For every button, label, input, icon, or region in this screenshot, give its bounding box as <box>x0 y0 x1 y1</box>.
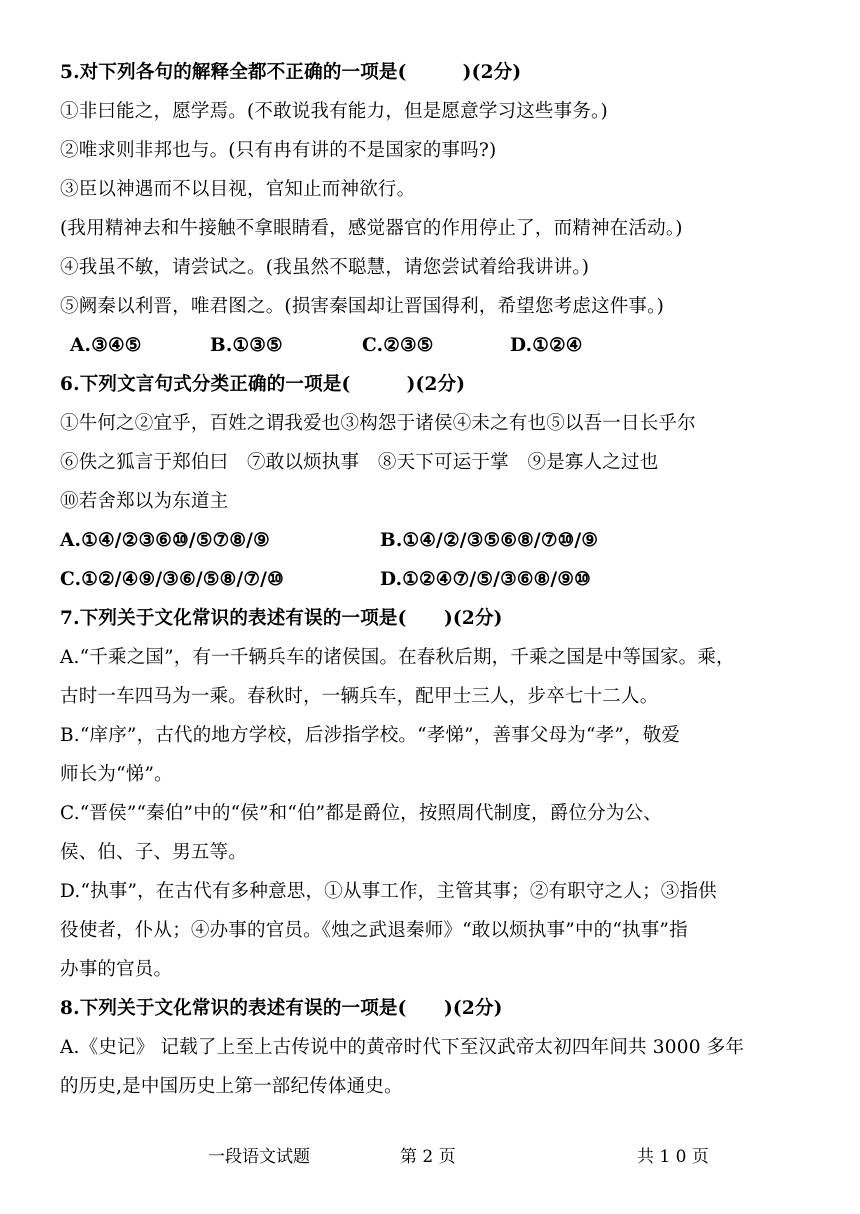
q6-option-d: D.①②④⑦/⑤/③⑥⑧/⑨⑩ <box>380 569 591 590</box>
q5-option-b: B.①③⑤ <box>210 335 283 356</box>
q7-line-1: A.“千乘之国”，有一千辆兵车的诸侯国。在春秋后期，千乘之国是中等国家。乘， <box>60 647 735 668</box>
footer-exam-title: 一段语文试题 <box>208 1147 310 1167</box>
footer-page-number: 第 2 页 <box>400 1147 456 1167</box>
q7-line-3: B.“庠序”，古代的地方学校，后涉指学校。“孝悌”，善事父母为“孝”，敬爱 <box>60 725 681 746</box>
q7-stem: 7.下列关于文化常识的表述有误的一项是( )(2分) <box>60 608 503 629</box>
q5-item-1: ①非曰能之，愿学焉。(不敢说我有能力，但是愿意学习这些事务。) <box>60 101 608 122</box>
q8-line-2: 的历史,是中国历史上第一部纪传体通史。 <box>60 1076 403 1097</box>
q7-line-8: 役使者，仆从；④办事的官员。《烛之武退秦师》“敢以烦执事”中的“执事”指 <box>60 920 688 941</box>
q7-line-2: 古时一车四马为一乘。春秋时，一辆兵车，配甲士三人，步卒七十二人。 <box>60 686 659 707</box>
q5-stem: 5.对下列各句的解释全都不正确的一项是( )(2分) <box>60 62 522 83</box>
q5-option-a: A.③④⑤ <box>70 335 142 356</box>
q6-items-row-1: ①牛何之②宜乎，百姓之谓我爱也③构怨于诸侯④未之有也⑤以吾一日长乎尔 <box>60 413 696 434</box>
q7-line-6: 侯、伯、子、男五等。 <box>60 842 248 863</box>
q6-option-c: C.①②/④⑨/③⑥/⑤⑧/⑦/⑩ <box>60 569 284 590</box>
q6-option-a: A.①④/②③⑥⑩/⑤⑦⑧/⑨ <box>60 530 270 551</box>
q6-items-row-3: ⑩若舍郑以为东道主 <box>60 491 229 512</box>
footer-page-total: 共 1 0 页 <box>637 1147 709 1167</box>
q7-line-7: D.“执事”，在古代有多种意思，①从事工作，主管其事；②有职守之人；③指供 <box>60 881 717 902</box>
q7-line-5: C.“晋侯”“秦伯”中的“侯”和“伯”都是爵位，按照周代制度，爵位分为公、 <box>60 803 662 824</box>
q8-line-1: A.《史记》 记载了上至上古传说中的黄帝时代下至汉武帝太初四年间共 3000 多年 <box>60 1037 745 1058</box>
q5-item-2: ②唯求则非邦也与。(只有冉有讲的不是国家的事吗?) <box>60 140 497 161</box>
q6-items-row-2: ⑥佚之狐言于郑伯曰 ⑦敢以烦执事 ⑧天下可运于掌 ⑨是寡人之过也 <box>60 452 659 473</box>
q5-option-c: C.②③⑤ <box>362 335 434 356</box>
q5-item-4: ④我虽不敏，请尝试之。(我虽然不聪慧，请您尝试着给我讲讲。) <box>60 257 590 278</box>
q7-line-4: 师长为“悌”。 <box>60 764 173 785</box>
q6-option-b: B.①④/②/③⑤⑥⑧/⑦⑩/⑨ <box>380 530 599 551</box>
q5-option-d: D.①②④ <box>510 335 583 356</box>
q5-item-3: ③臣以神遇而不以目视，官知止而神欲行。 <box>60 179 416 200</box>
q5-item-5: ⑤阙秦以利晋，唯君图之。(损害秦国却让晋国得利，希望您考虑这件事。) <box>60 296 664 317</box>
q7-line-9: 办事的官员。 <box>60 959 173 980</box>
q6-stem: 6.下列文言句式分类正确的一项是( )(2分) <box>60 374 466 395</box>
q8-stem: 8.下列关于文化常识的表述有误的一项是( )(2分) <box>60 998 503 1019</box>
q5-item-3-translation: (我用精神去和牛接触不拿眼睛看，感觉器官的作用停止了，而精神在活动。) <box>60 218 683 239</box>
